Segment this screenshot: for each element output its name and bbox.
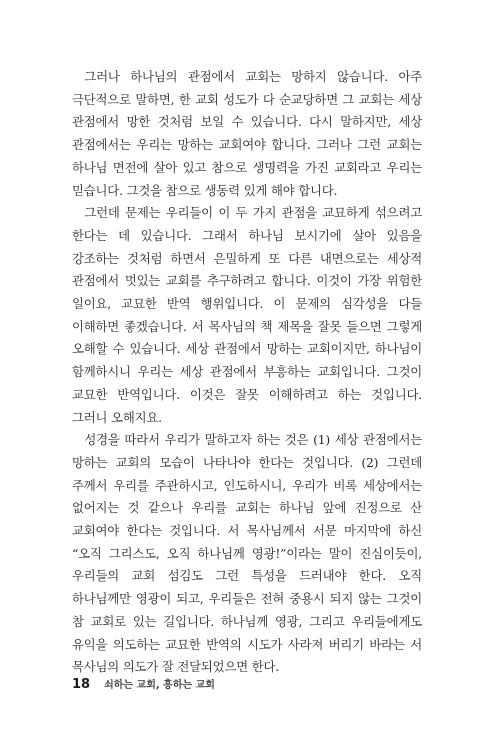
running-title: 쇠하는 교회, 흥하는 교회 (104, 680, 215, 691)
page-footer (72, 676, 215, 692)
paragraph-2: 그런데 문제는 우리들이 이 두 가지 관점을 교묘하게 섞으려고 한다는 데 있습니다. 그래서 하나님 보시기에 살아 있음을 강조하는 것처럼 하면서 은밀하게 또 다른 내면으로는 세상적 관점에서 멋있는 교회를 추구하려고 합니다. 이것이 가장 위험한 일이요, 교묘한 반역 행위입니다. 이 문제의 심각성을 다들 이해하면 좋겠습니다. 서 목사님의 책 제목을 잘못 들으면 그렇게 오해할 수 있습니다. 세상 관점에서 망하는 교회이지만, 하나님이 함께하시니 우리는 세상 관점에서 부흥하는 교회입니다. 그것이 교묘한 반역입니다. 이것은 잘못 이해하려고 하는 것입니다. 그러니 오해지요. (72, 205, 422, 425)
body-text (72, 66, 422, 679)
paragraph-1: 그러나 하나님의 관점에서 교회는 망하지 않습니다. 아주 극단적으로 말하면, 한 교회 성도가 다 순교당하면 그 교회는 세상 관점에서 망한 것처럼 보일 수 있습니다. 다시 말하지만, 세상 관점에서는 우리는 망하는 교회여야 합니다. 그러나 그런 교회는 하나님 면전에 살아 있고 참으로 생명력을 가진 교회라고 우리는 믿습니다. 그것을 참으로 생동력 있게 해야 합니다. (72, 69, 422, 198)
paragraph-3: 성경을 따라서 우리가 말하고자 하는 것은 (1) 세상 관점에서는 망하는 교회의 모습이 나타나야 한다는 것입니다. (2) 그런데 주께서 우리를 주관하시고, 인도하시니, 우리가 비록 세상에서는 없어지는 것 같으나 우리를 교회는 하나님 앞에 진정으로 산 교회여야 한다는 것입니다. 서 목사님께서 서문 마지막에 하신 “오직 그리스도, 오직 하나님께 영광!”이라는 말이 진심이듯이, 우리들의 교회 섬김도 그런 특성을 드러내야 한다. 오직 하나님께만 영광이 되고, 우리들은 전혀 중용시 되지 않는 그것이 참 교회로 있는 길입니다. 하나님께 영광, 그리고 우리들에게도 유익을 의도하는 교묘한 반역의 시도가 사라져 버리기 바라는 서 목사님의 의도가 잘 전달되었으면 한다. (72, 432, 422, 675)
page-number: 18 (72, 677, 91, 692)
